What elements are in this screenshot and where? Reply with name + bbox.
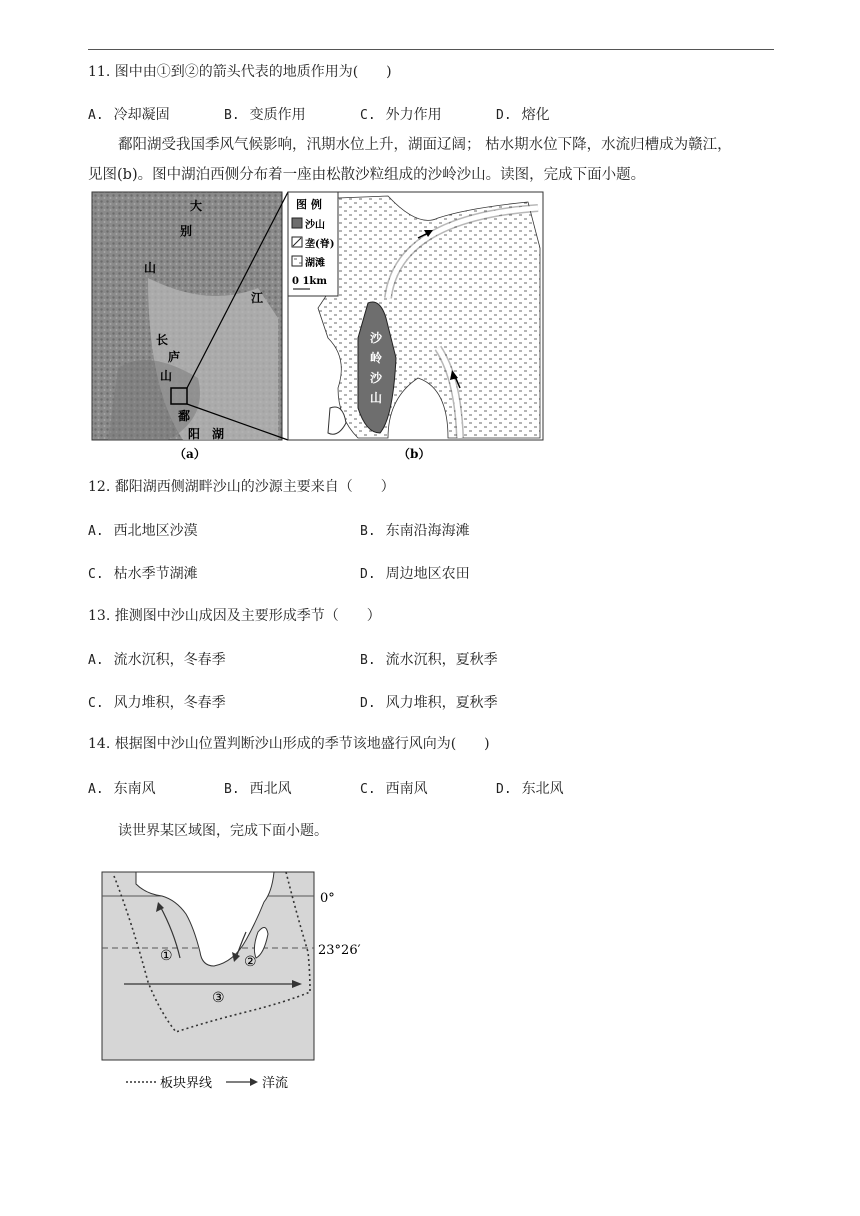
marker-3: ③ [212,990,225,1006]
map-a-label: 山 [160,369,173,383]
q13-stem: 13. 推测图中沙山成因及主要形成季节（ ） [88,608,381,624]
q12-option-a[interactable]: A. 西北地区沙漠 [88,523,198,539]
legend-item: 沙山 [305,220,325,231]
scale-text: 0 1km [292,276,327,287]
marker-1: ① [160,948,173,964]
q12-option-b[interactable]: B. 东南沿海海滩 [360,523,470,539]
q14-option-a[interactable]: A. 东南风 [88,781,156,797]
q14-option-c[interactable]: C. 西南风 [360,781,428,797]
legend-current-label: 洋流 [262,1076,289,1091]
africa-region-map [96,862,361,1094]
q14-stem: 14. 根据图中沙山位置判断沙山形成的季节该地盛行风向为( ) [88,736,490,752]
intro1-line1: 鄱阳湖受我国季风气候影响，汛期水位上升，湖面辽阔； 枯水期水位下降，水流归槽成为赣江， [118,137,732,153]
map-a-label: 大 [190,199,203,213]
intro2: 读世界某区域图，完成下面小题。 [118,823,328,839]
map-b-legend [288,192,338,296]
q13-option-a[interactable]: A. 流水沉积，冬春季 [88,652,226,668]
q12-stem: 12. 鄱阳湖西侧湖畔沙山的沙源主要来自（ ） [88,479,395,495]
pophu-lake-figure [88,188,548,462]
q12-option-c[interactable]: C. 枯水季节湖滩 [88,566,198,582]
q11-option-b[interactable]: B. 变质作用 [224,107,306,123]
q11-option-d[interactable]: D. 熔化 [496,107,550,123]
q13-option-c[interactable]: C. 风力堆积，冬春季 [88,695,226,711]
latitude-0-label: 0° [320,891,335,906]
map-a-label: 鄱 [178,409,191,423]
header-rule [88,49,774,50]
sand-hill-label: 山 [370,391,383,405]
q11-stem: 11. 图中由①到②的箭头代表的地质作用为( ) [88,64,392,80]
map-a-caption: （a） [174,447,206,461]
map-b [288,192,543,461]
map-a-label: 长 [156,333,169,347]
marker-2: ② [244,954,257,970]
map-a-label: 山 [144,261,157,275]
q14-option-d[interactable]: D. 东北风 [496,781,564,797]
map-a-label: 庐 [168,350,181,364]
q14-option-b[interactable]: B. 西北风 [224,781,292,797]
map-a-label: 阳 [188,427,201,441]
legend-item: 湖滩 [305,258,325,269]
q13-option-b[interactable]: B. 流水沉积，夏秋季 [360,652,498,668]
q11-option-a[interactable]: A. 冷却凝固 [88,107,170,123]
sand-hill-label: 沙 [370,371,383,385]
map-a-label: 湖 [212,427,225,441]
q13-option-d[interactable]: D. 风力堆积，夏秋季 [360,695,498,711]
legend-title: 图 例 [296,198,322,211]
map-a-label: 江 [251,291,264,305]
intro1-line2: 见图(b)。图中湖泊西侧分布着一座由松散沙粒组成的沙岭沙山。读图，完成下面小题。 [88,167,646,183]
map-a [92,192,288,461]
latitude-tropic-label: 23°26′ [318,943,361,958]
legend-plate-label: 板块界线 [160,1076,213,1091]
sand-hill-label: 岭 [370,351,383,365]
q11-option-c[interactable]: C. 外力作用 [360,107,442,123]
map-a-label: 别 [180,224,193,238]
legend-item: 垄(脊) [305,239,335,250]
sand-hill-label: 沙 [370,331,383,345]
q12-option-d[interactable]: D. 周边地区农田 [360,566,470,582]
map-b-caption: （b） [398,447,431,461]
